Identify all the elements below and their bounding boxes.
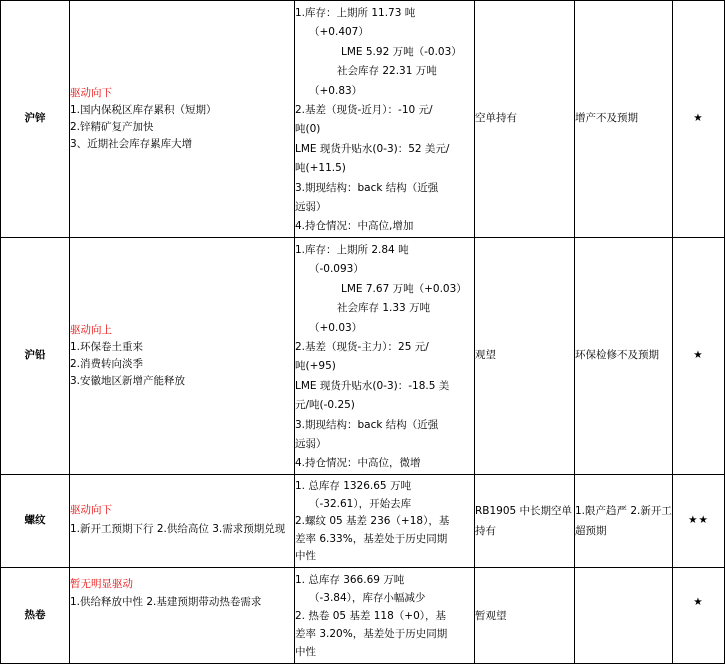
drivers-cell bbox=[70, 474, 295, 567]
data-line: LME 5.92 万吨（-0.03） bbox=[341, 45, 462, 58]
data-line: 1.库存：上期所 2.84 吨 bbox=[295, 243, 409, 256]
direction-label: 驱动向下 bbox=[70, 86, 112, 99]
data-line: 差率 6.33%，基差处于历史同期 bbox=[295, 532, 448, 545]
rating-stars: ★ bbox=[673, 1, 725, 238]
data-line: 中性 bbox=[295, 550, 316, 562]
data-line: 2.螺纹 05 基差 236（+18），基 bbox=[295, 515, 450, 527]
data-cell bbox=[295, 474, 475, 567]
view-text: RB1905 中长期空单持有 bbox=[475, 504, 573, 537]
data-line: 2.基差（现货-近月）：-10 元/ bbox=[295, 104, 433, 117]
view-cell: 观望 bbox=[475, 237, 575, 474]
drivers-cell bbox=[70, 1, 295, 238]
data-line: 3.期现结构：back 结构（近强 bbox=[295, 418, 439, 431]
data-line: LME 7.67 万吨（+0.03） bbox=[341, 282, 467, 295]
data-line: 1. 总库存 366.69 万吨 bbox=[295, 574, 405, 587]
data-line: 远弱） bbox=[295, 437, 327, 450]
risk-text: 环保检修不及预期 bbox=[575, 349, 659, 362]
variety-name: 沪锌 bbox=[1, 1, 70, 238]
drivers-text: 1.供给释放中性 2.基建预期带动热卷需求 bbox=[70, 595, 262, 608]
variety-name: 沪铅 bbox=[1, 237, 70, 474]
risk-cell bbox=[575, 1, 673, 238]
driver-item: 1.环保卷土重来 bbox=[70, 340, 144, 353]
data-line: 1.库存：上期所 11.73 吨 bbox=[295, 7, 416, 19]
data-line: （+0.407） bbox=[309, 26, 369, 39]
data-cell bbox=[295, 567, 475, 663]
data-line: （+0.03） bbox=[309, 321, 363, 334]
data-line: 差率 3.20%，基差处于历史同期 bbox=[295, 628, 448, 641]
rating-stars: ★ bbox=[673, 237, 725, 474]
direction-label: 驱动向上 bbox=[70, 323, 112, 336]
direction-label: 驱动向下 bbox=[70, 504, 112, 517]
data-line: 1. 总库存 1326.65 万吨 bbox=[295, 480, 411, 492]
view-cell bbox=[475, 474, 575, 567]
drivers-cell bbox=[70, 237, 295, 474]
data-line: 4.持仓情况：中高位,增加 bbox=[295, 220, 414, 233]
data-line: LME 现货升贴水(0-3)：52 美元/ bbox=[295, 142, 450, 155]
driver-item: 2.消费转向淡季 bbox=[70, 357, 144, 370]
direction-label: 暂无明显驱动 bbox=[70, 577, 133, 590]
data-line: （+0.83） bbox=[309, 84, 363, 97]
risk-cell bbox=[575, 237, 673, 474]
data-line: 2. 热卷 05 基差 118（+0），基 bbox=[295, 610, 446, 623]
variety-name: 热卷 bbox=[1, 567, 70, 663]
data-line: 中性 bbox=[295, 646, 316, 659]
risk-text: 1.限产趋严 2.新开工超预期 bbox=[575, 504, 672, 537]
data-line: 远弱） bbox=[295, 201, 327, 214]
data-line: 社会库存 22.31 万吨 bbox=[337, 65, 437, 78]
risk-cell bbox=[575, 567, 673, 663]
driver-item: 3.安徽地区新增产能释放 bbox=[70, 374, 186, 387]
data-line: （-32.61），开始去库 bbox=[309, 497, 412, 510]
data-line: 吨(0) bbox=[295, 123, 321, 136]
data-line: 元/吨(-0.25) bbox=[295, 399, 355, 412]
rating-stars: ★ bbox=[673, 567, 725, 663]
data-line: 3.期现结构：back 结构（近强 bbox=[295, 181, 439, 194]
table-row bbox=[1, 474, 725, 567]
drivers-text: 1.新开工预期下行 2.供给高位 3.需求预期兑现 bbox=[70, 523, 286, 536]
variety-name: 螺纹 bbox=[1, 474, 70, 567]
table-row bbox=[1, 567, 725, 663]
risk-cell bbox=[575, 474, 673, 567]
data-line: 吨(+11.5) bbox=[295, 162, 346, 175]
data-cell bbox=[295, 1, 475, 238]
data-line: （-3.84），库存小幅减少 bbox=[309, 592, 426, 605]
data-line: 4.持仓情况：中高位，微增 bbox=[295, 457, 421, 470]
driver-item: 3、近期社会库存累库大增 bbox=[70, 137, 193, 150]
data-line: 吨(+95) bbox=[295, 360, 336, 373]
view-cell: 暂观望 bbox=[475, 567, 575, 663]
data-line: LME 现货升贴水(0-3)：-18.5 美 bbox=[295, 379, 450, 392]
table-row bbox=[1, 1, 725, 238]
rating-stars: ★★ bbox=[673, 474, 725, 567]
view-cell: 空单持有 bbox=[475, 1, 575, 238]
data-line: 2.基差（现货-主力）：25 元/ bbox=[295, 340, 429, 353]
data-line: 社会库存 1.33 万吨 bbox=[337, 302, 431, 315]
data-line: （-0.093） bbox=[309, 263, 364, 276]
driver-item: 2.锌精矿复产加快 bbox=[70, 120, 154, 133]
drivers-cell bbox=[70, 567, 295, 663]
driver-item: 1.国内保税区库存累积（短期） bbox=[70, 103, 217, 116]
risk-text: 增产不及预期 bbox=[575, 112, 638, 125]
table-row bbox=[1, 237, 725, 474]
data-cell bbox=[295, 237, 475, 474]
